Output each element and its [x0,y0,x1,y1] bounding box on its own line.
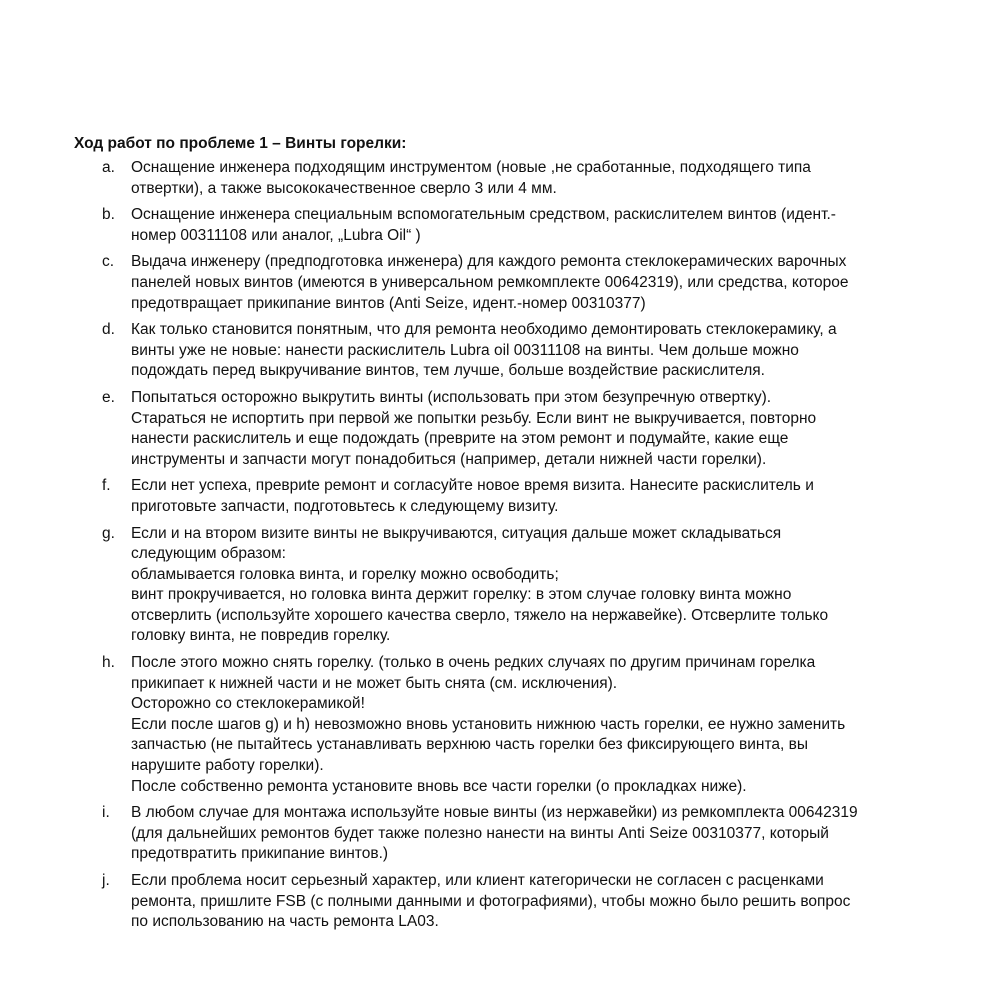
list-item-text [131,252,924,314]
list-item-text [131,871,924,933]
text-line: запчастью (не пытайтесь устанавливать верхнюю часть горелки без фиксирующего винта, вы [131,736,808,754]
text-line: головку винта, не повредив горелку. [131,627,391,645]
text-line: винт прокручивается, но головка винта держит горелку: в этом случае головку винта можно [131,586,792,604]
list-marker: h. [102,654,115,672]
text-line: нарушите работу горелки). [131,757,324,775]
text-line: Если и на втором визите винты не выкручиваются, ситуация дальше может складываться [131,524,782,542]
text-line: Оснащение инженера подходящим инструментом (новые ,не сработанные, подходящего типа [131,159,811,176]
document-body [74,134,924,939]
list-item-text [131,205,924,246]
text-line: предотвращает прикипание винтов (Anti Seize, идент.-номер 00310377) [131,294,646,312]
list-item [74,388,924,470]
text-line: (для дальнейших ремонтов будет также полезно нанести на винты Anti Seize 00310377, который [131,824,829,842]
text-line: следующим образом: [131,545,286,563]
list-item [74,476,924,517]
list-item [74,205,924,246]
text-line: прикипает к нижней части и не может быть снята (см. исключения). [131,674,618,692]
text-line: После собственно ремонта установите вновь все части горелки (о прокладках ниже). [131,777,747,795]
text-line: подождать перед выкручивание винтов, тем лучше, больше воздействие раскислителя. [131,362,765,380]
text-line: отвертки), а также высококачественное сверло 3 или 4 мм. [131,179,557,197]
list-marker: e. [102,388,115,406]
list-item [74,320,924,382]
list-marker: d. [102,321,115,339]
text-line: Попытаться осторожно выкрутить винты (использовать при этом безупречную отвертку). [131,388,772,406]
text-line: Оснащение инженера специальным вспомогательным средством, раскислителем винтов (идент.- [131,206,836,224]
text-line: После этого можно снять горелку. (только в очень редких случаях по другим причинам горелка [131,654,816,672]
list-item [74,158,924,199]
text-line: панелей новых винтов (имеются в универсальном ремкомплекте 00642319), или средства, которое [131,273,849,291]
list-marker: g. [102,524,115,542]
text-line: нанести раскислитель и еще подождать (преврите на этом ремонт и подумайте, какие еще [131,430,789,448]
text-line: В любом случае для монтажа используйте новые винты (из нержавейки) из ремкомплекта 00642319 [131,804,858,822]
list-item-text [131,653,924,797]
list-item [74,871,924,933]
text-line: обламывается головка винта, и горелку можно освободить; [131,565,559,583]
text-line: Выдача инженеру (предподготовка инженера) для каждого ремонта стеклокерамических варочных [131,253,847,271]
list-item [74,803,924,865]
list-item [74,252,924,314]
section-title: Ход работ по проблеме 1 – Винты горелки: [74,135,407,152]
text-line: отсверлить (используйте хорошего качества сверло, тяжело на нержавейке). Отсверлите только [131,606,829,624]
text-line: винты уже не новые: нанести раскислитель Lubra oil 00311108 на винты. Чем дольше можно [131,341,799,359]
list-item-text [131,388,924,470]
text-line: Стараться не испортить при первой же попытки резьбу. Если винт не выкручивается, повторно [131,409,817,427]
steps-list [74,158,924,933]
text-line: Если после шагов g) и h) невозможно вновь установить нижнюю часть горелки, ее нужно заменить [131,715,846,733]
list-marker: c. [102,253,115,271]
list-marker: b. [102,206,115,224]
text-line: приготовьте запчасти, подготовьтесь к следующему визиту. [131,497,559,515]
text-line: Как только становится понятным, что для ремонта необходимо демонтировать стеклокерамику, а [131,321,837,339]
text-line: Если проблема носит серьезный характер, или клиент категорически не согласен с расценками [131,872,824,889]
list-marker: f. [102,477,111,495]
list-marker: j. [102,872,110,889]
list-item-text [131,320,924,382]
list-item [74,524,924,648]
text-line: предотвратить прикипание винтов.) [131,845,389,863]
list-item-text [131,476,924,517]
list-item-text [131,803,924,865]
list-marker: i. [102,804,110,822]
list-item [74,653,924,797]
list-marker: a. [102,159,115,176]
list-item-text [131,158,924,199]
list-item-text [131,524,924,648]
text-line: ремонта, пришлите FSB (с полными данными и фотографиями), чтобы можно было решить вопрос [131,892,851,910]
text-line: Осторожно со стеклокерамикой! [131,695,365,713]
text-line: инструменты и запчасти могут понадобиться (например, детали нижней части горелки). [131,450,767,468]
text-line: по использованию на часть ремонта LA03. [131,913,439,931]
text-line: Если нет успеха, превриte ремонт и согласуйте новое время визита. Нанесите раскислитель и [131,477,814,495]
text-line: номер 00311108 или аналог, „Lubra Oil“ ) [131,226,421,244]
